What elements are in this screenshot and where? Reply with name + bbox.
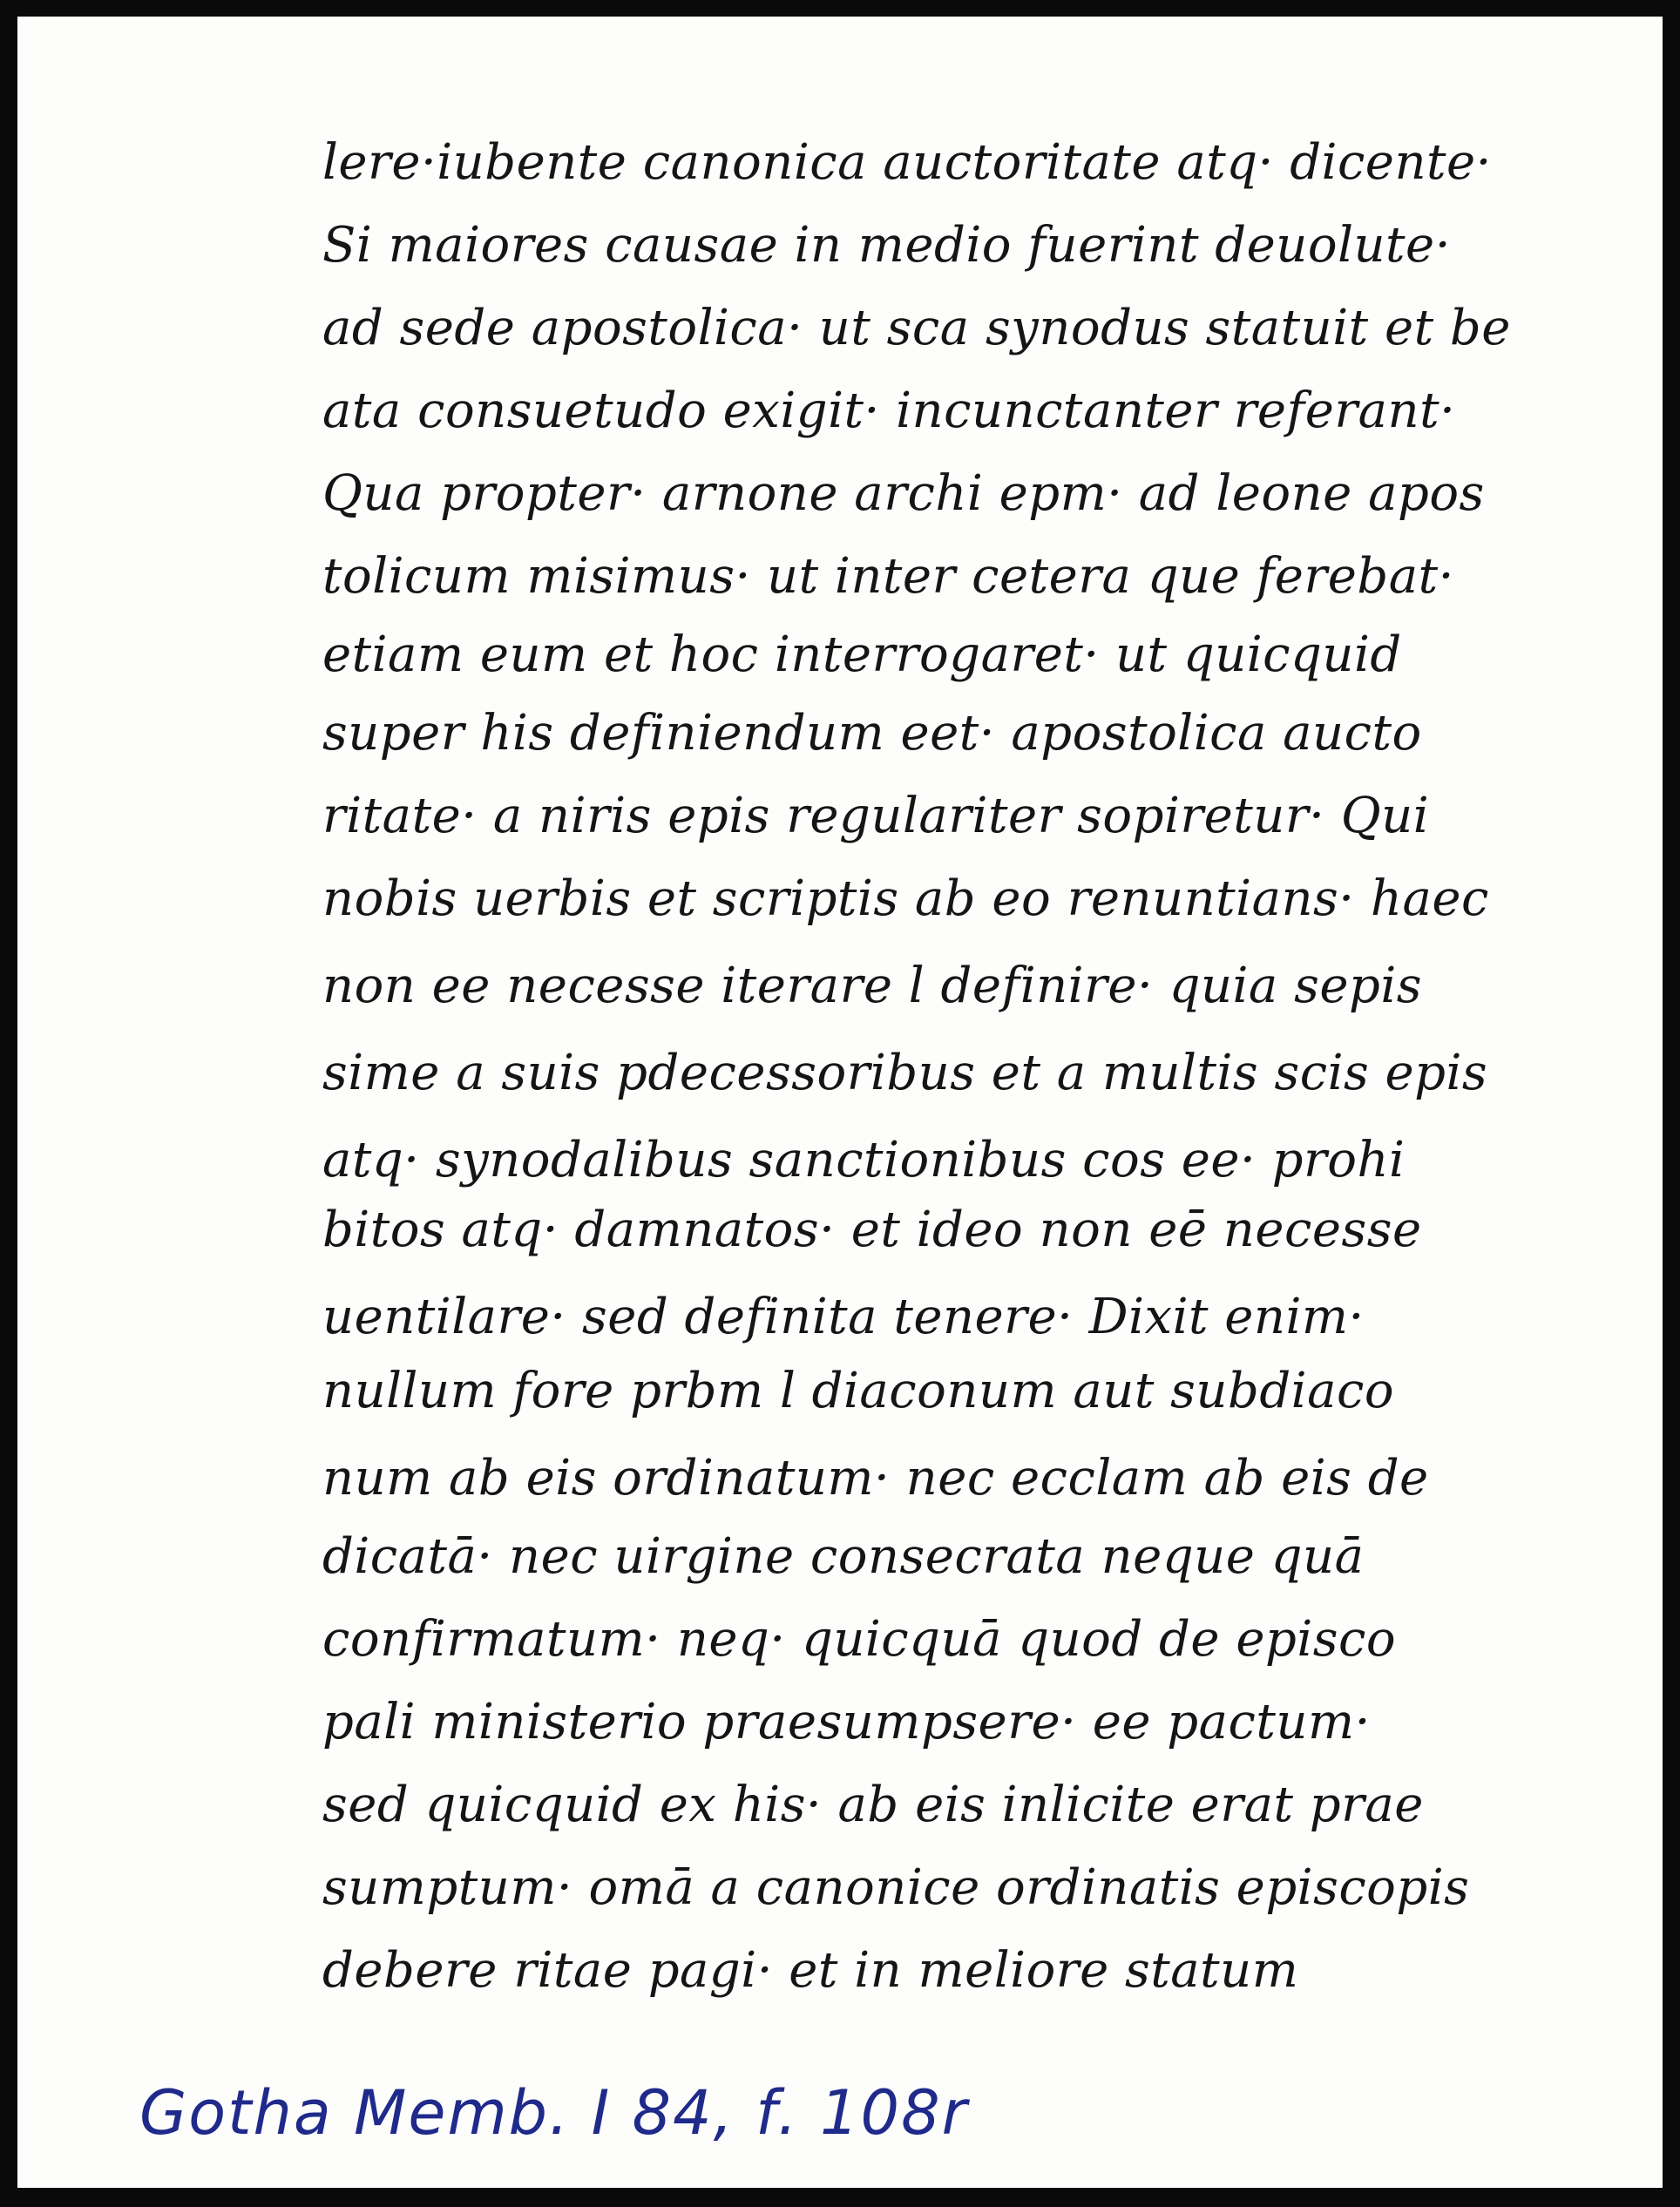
manuscript-line: dicatā· nec uirgine consecrata neque quā xyxy=(322,1528,1365,1585)
manuscript-line: nobis uerbis et scriptis ab eo renuntians· haec xyxy=(322,870,1489,927)
handwritten-shelfmark: Gotha Memb. I 84, f. 108r xyxy=(139,2077,969,2149)
manuscript-line: bitos atq· damnatos· et ideo non eē necesse xyxy=(322,1202,1422,1258)
manuscript-line: super his definiendum eet· apostolica aucto xyxy=(322,705,1422,762)
manuscript-line: etiam eum et hoc interrogaret· ut quicquid xyxy=(322,626,1402,683)
manuscript-line: num ab eis ordinatum· nec ecclam ab eis de xyxy=(322,1450,1429,1506)
manuscript-line: lere·iubente canonica auctoritate atq· dicente· xyxy=(322,134,1492,191)
manuscript-line: uentilare· sed definita tenere· Dixit enim· xyxy=(322,1289,1365,1345)
manuscript-line: debere ritae pagi· et in meliore statum xyxy=(322,1942,1299,1999)
manuscript-line: pali ministerio praesumpsere· ee pactum· xyxy=(322,1694,1371,1750)
manuscript-line: ritate· a niris epis regulariter sopiretur· Qui xyxy=(322,788,1430,844)
manuscript-line: tolicum misimus· ut inter cetera que ferebat· xyxy=(322,548,1454,605)
manuscript-line: Si maiores causae in medio fuerint deuolute· xyxy=(322,217,1451,274)
manuscript-line: nullum fore prbm l diaconum aut subdiaco xyxy=(322,1363,1395,1419)
manuscript-line: sed quicquid ex his· ab eis inlicite erat prae xyxy=(322,1777,1424,1833)
manuscript-line: sime a suis pdecessoribus et a multis scis epis xyxy=(322,1045,1488,1101)
manuscript-line: sumptum· omā a canonice ordinatis episcopis xyxy=(322,1859,1470,1916)
manuscript-line: ata consuetudo exigit· incunctanter referant· xyxy=(322,383,1456,439)
manuscript-line: confirmatum· neq· quicquā quod de episco xyxy=(322,1611,1397,1668)
manuscript-line: non ee necesse iterare l definire· quia sepis xyxy=(322,958,1422,1014)
manuscript-line: ad sede apostolica· ut sca synodus statuit et be xyxy=(322,300,1511,356)
manuscript-line: atq· synodalibus sanctionibus cos ee· prohi xyxy=(322,1132,1406,1188)
manuscript-line: Qua propter· arnone archi epm· ad leone apos xyxy=(322,465,1485,522)
